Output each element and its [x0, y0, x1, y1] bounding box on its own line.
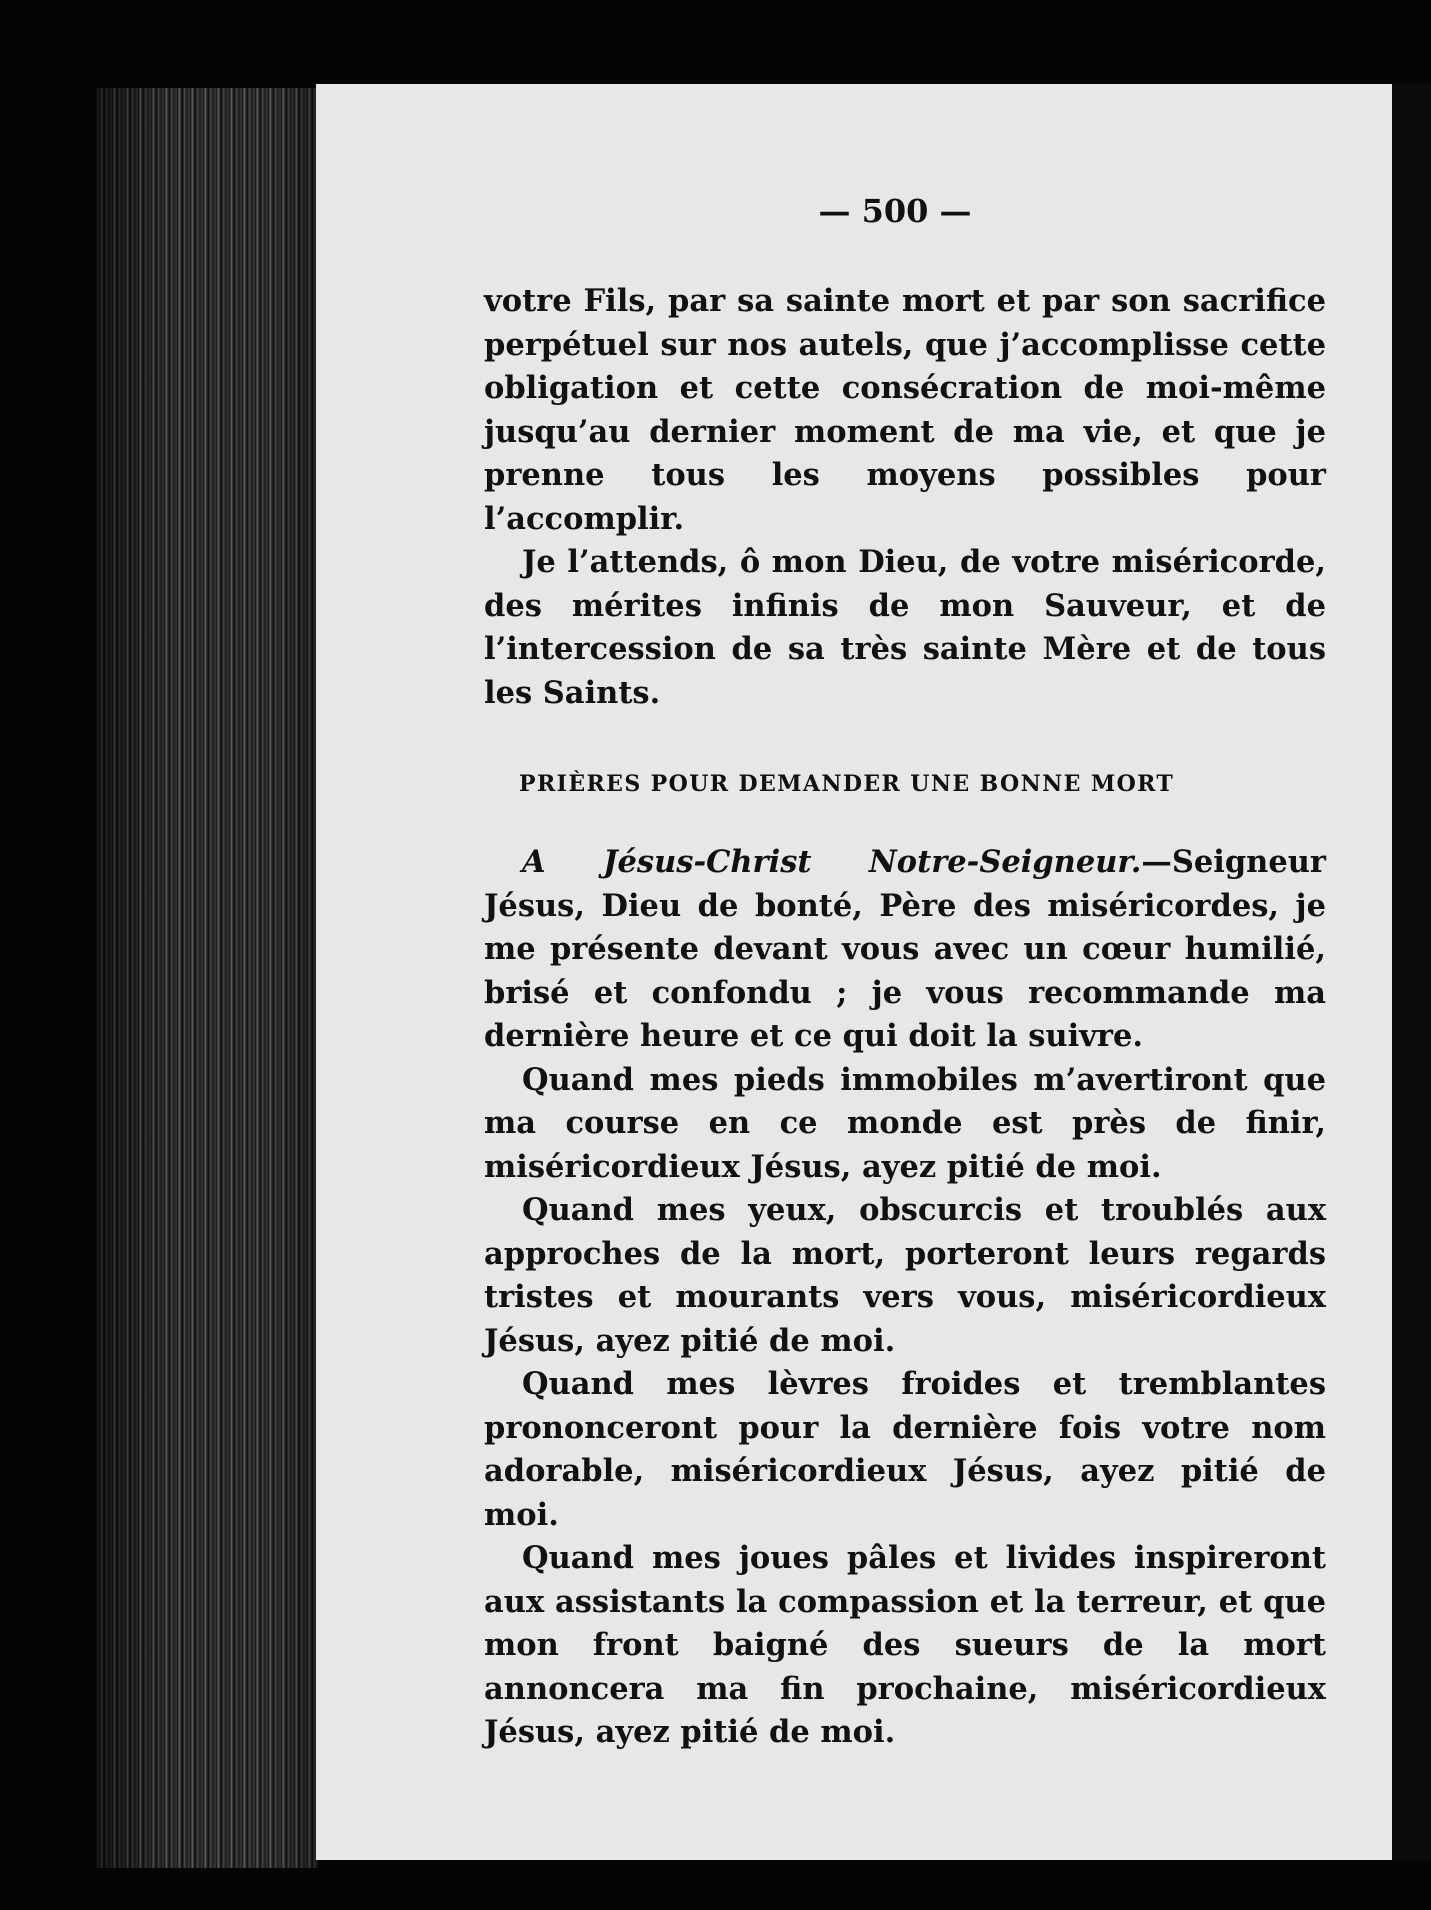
paragraph-hope: Je l’attends, ô mon Dieu, de votre miséricorde, des mérites infinis de mon Sauveur, et de l’intercession de sa très sainte Mère et de tous les Saints. [484, 544, 1326, 711]
paragraph-continuation: votre Fils, par sa sainte mort et par son sacrifice perpétuel sur nos autels, que j’accomplisse cette obligation et cette consécration de moi-même jusqu’au dernier moment de ma vie, et que je prenne tous les moyens possibles pour l’accomplir. [484, 283, 1326, 537]
paragraph-lips: Quand mes lèvres froides et tremblantes prononceront pour la dernière fois votre nom adorable, miséricordieux Jésus, ayez pitié de moi. [484, 1366, 1326, 1533]
section-heading: PRIÈRES POUR DEMANDER UNE BONNE MORT [519, 771, 1175, 797]
invocation-text: —Seigneur Jésus, Dieu de bonté, Père des miséricordes, je me présente devant vous avec un cœur humilié, brisé et confondu ; je vous recommande ma dernière heure et ce qui doit la suivre. [484, 844, 1326, 1054]
invocation-title: A Jésus-Christ Notre-Seigneur. [522, 844, 1142, 880]
paragraph-cheeks: Quand mes joues pâles et livides inspireront aux assistants la compassion et la terreur, et que mon front baigné des sueurs de la mort annoncera ma fin prochaine, miséricordieux Jésus, ayez pitié de moi. [484, 1540, 1326, 1750]
page-right-shadow [1392, 84, 1431, 1860]
page-text-block [484, 280, 1326, 1755]
book-page-edges [96, 88, 318, 1868]
paragraph-eyes: Quand mes yeux, obscurcis et troublés aux approches de la mort, porteront leurs regards tristes et mourants vers vous, miséricordieux Jésus, ayez pitié de moi. [484, 1192, 1326, 1359]
page-number: — 500 — [818, 192, 972, 230]
paragraph-invocation [484, 841, 1326, 1059]
paragraph-feet: Quand mes pieds immobiles m’avertiront que ma course en ce monde est près de finir, miséricordieux Jésus, ayez pitié de moi. [484, 1061, 1326, 1185]
